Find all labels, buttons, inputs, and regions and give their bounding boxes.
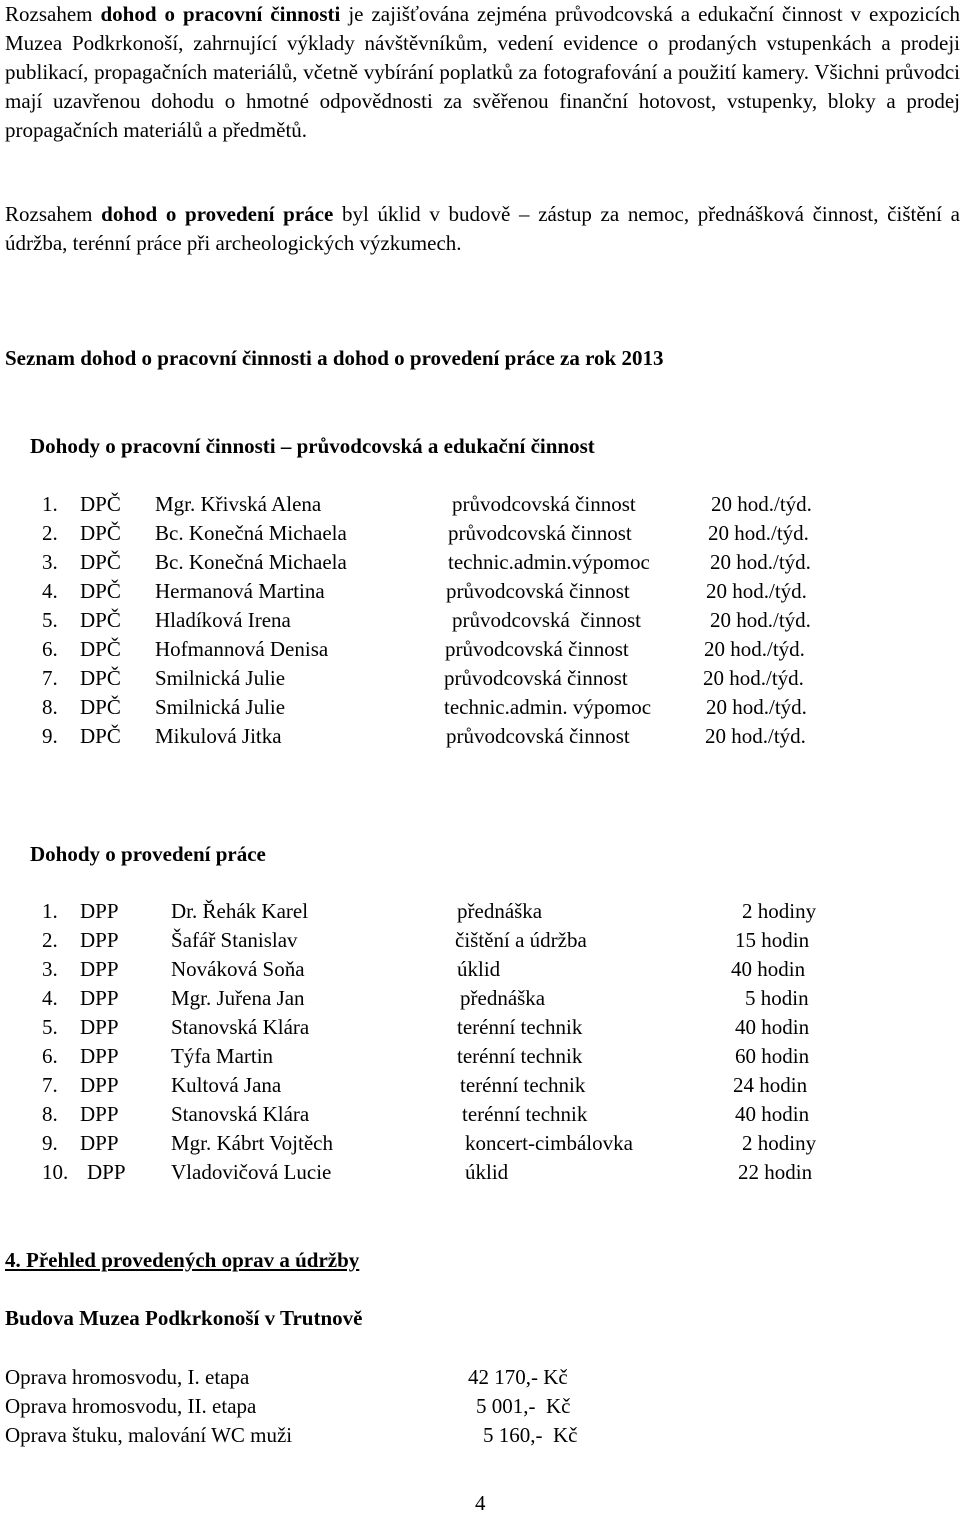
row-name: Stanovská Klára: [171, 1102, 310, 1126]
repair-amount: 5 160,- Kč: [483, 1423, 578, 1447]
row-hours: 20 hod./týd.: [705, 724, 806, 748]
row-name: Šafář Stanislav: [171, 928, 298, 952]
repair-amount: 5 001,- Kč: [476, 1394, 571, 1418]
row-type: DPČ: [80, 492, 121, 516]
table-row: [0, 899, 960, 928]
row-type: DPP: [80, 1015, 119, 1039]
row-number: 3.: [42, 957, 58, 981]
list-item: [0, 1365, 960, 1394]
table-row: [0, 695, 960, 724]
row-name: Stanovská Klára: [171, 1015, 310, 1039]
intro-paragraph-dpp: [5, 200, 960, 258]
table-row: [0, 521, 960, 550]
row-hours: 20 hod./týd.: [706, 695, 807, 719]
intro-p1-term: dohod o pracovní činnosti: [100, 2, 341, 26]
row-hours: 24 hodin: [733, 1073, 808, 1097]
table-row: [0, 492, 960, 521]
table-row: [0, 724, 960, 753]
row-number: 7.: [42, 1073, 58, 1097]
row-name: Dr. Řehák Karel: [171, 899, 309, 923]
row-number: 8.: [42, 1102, 58, 1126]
row-type: DPP: [80, 957, 119, 981]
row-number: 6.: [42, 1044, 58, 1068]
intro-paragraph-dpc: [5, 0, 960, 145]
row-hours: 20 hod./týd.: [708, 521, 809, 545]
dpp-heading: Dohody o provedení práce: [30, 842, 266, 866]
table-row: [0, 637, 960, 666]
row-hours: 20 hod./týd.: [703, 666, 804, 690]
row-activity: průvodcovská činnost: [446, 724, 630, 748]
row-activity: úklid: [465, 1160, 509, 1184]
row-type: DPČ: [80, 666, 121, 690]
row-activity: průvodcovská činnost: [444, 666, 628, 690]
table-row: [0, 1044, 960, 1073]
row-hours: 20 hod./týd.: [706, 579, 807, 603]
row-activity: terénní technik: [462, 1102, 588, 1126]
row-type: DPP: [80, 1131, 119, 1155]
row-type: DPČ: [80, 724, 121, 748]
dpc-heading: Dohody o pracovní činnosti – průvodcovská a edukační činnost: [30, 434, 595, 458]
intro-p2-body: byl úklid v budově – zástup za nemoc, přednášková činnost, čištění a údržba, terénní práce při archeologických výzkumech.: [5, 202, 960, 255]
table-row: [0, 957, 960, 986]
row-hours: 60 hodin: [735, 1044, 810, 1068]
row-number: 4.: [42, 986, 58, 1010]
row-number: 5.: [42, 608, 58, 632]
row-type: DPP: [87, 1160, 126, 1184]
building-heading: Budova Muzea Podkrkonoší v Trutnově: [5, 1306, 363, 1330]
row-hours: 15 hodin: [735, 928, 810, 952]
row-type: DPP: [80, 899, 119, 923]
row-name: Mikulová Jitka: [155, 724, 282, 748]
row-name: Vladovičová Lucie: [171, 1160, 332, 1184]
row-name: Bc. Konečná Michaela: [155, 521, 347, 545]
row-name: Kultová Jana: [171, 1073, 282, 1097]
row-activity: technic.admin.výpomoc: [448, 550, 650, 574]
row-name: Hofmannová Denisa: [155, 637, 329, 661]
row-hours: 20 hod./týd.: [710, 550, 811, 574]
table-row: [0, 1102, 960, 1131]
row-number: 7.: [42, 666, 58, 690]
row-name: Nováková Soňa: [171, 957, 305, 981]
table-row: [0, 1160, 960, 1189]
row-name: Mgr. Juřena Jan: [171, 986, 305, 1010]
row-type: DPP: [80, 986, 119, 1010]
row-name: Smilnická Julie: [155, 666, 286, 690]
repair-label: Oprava hromosvodu, I. etapa: [5, 1365, 250, 1389]
row-activity: terénní technik: [460, 1073, 586, 1097]
row-name: Mgr. Kábrt Vojtěch: [171, 1131, 333, 1155]
row-name: Bc. Konečná Michaela: [155, 550, 347, 574]
table-row: [0, 1073, 960, 1102]
table-row: [0, 608, 960, 637]
row-activity: technic.admin. výpomoc: [444, 695, 652, 719]
row-hours: 20 hod./týd.: [711, 492, 812, 516]
row-number: 5.: [42, 1015, 58, 1039]
row-type: DPP: [80, 928, 119, 952]
list-item: [0, 1423, 960, 1452]
row-hours: 40 hodin: [731, 957, 806, 981]
row-number: 3.: [42, 550, 58, 574]
row-activity: úklid: [457, 957, 501, 981]
row-type: DPČ: [80, 579, 121, 603]
row-type: DPČ: [80, 695, 121, 719]
row-hours: 40 hodin: [735, 1015, 810, 1039]
row-number: 9.: [42, 1131, 58, 1155]
row-activity: čištění a údržba: [455, 928, 587, 952]
table-row: [0, 1015, 960, 1044]
row-hours: 2 hodiny: [742, 1131, 817, 1155]
row-number: 1.: [42, 899, 58, 923]
intro-p2-term: dohod o provedení práce: [101, 202, 334, 226]
row-number: 10.: [42, 1160, 69, 1184]
row-type: DPČ: [80, 637, 121, 661]
row-name: Hladíková Irena: [155, 608, 291, 632]
row-hours: 20 hod./týd.: [710, 608, 811, 632]
table-row: [0, 550, 960, 579]
table-row: [0, 579, 960, 608]
row-type: DPČ: [80, 521, 121, 545]
row-activity: přednáška: [460, 986, 546, 1010]
row-activity: terénní technik: [457, 1044, 583, 1068]
table-row: [0, 928, 960, 957]
row-name: Týfa Martin: [171, 1044, 274, 1068]
row-hours: 20 hod./týd.: [704, 637, 805, 661]
row-activity: terénní technik: [457, 1015, 583, 1039]
repair-label: Oprava štuku, malování WC muži: [5, 1423, 293, 1447]
row-activity: průvodcovská činnost: [445, 637, 629, 661]
row-hours: 22 hodin: [738, 1160, 813, 1184]
table-row: [0, 986, 960, 1015]
table-row: [0, 1131, 960, 1160]
row-number: 8.: [42, 695, 58, 719]
intro-p2-lead: Rozsahem: [5, 202, 102, 226]
repair-label: Oprava hromosvodu, II. etapa: [5, 1394, 257, 1418]
row-activity: průvodcovská činnost: [448, 521, 632, 545]
row-type: DPP: [80, 1073, 119, 1097]
row-number: 4.: [42, 579, 58, 603]
row-activity: průvodcovská činnost: [452, 608, 641, 632]
row-type: DPP: [80, 1044, 119, 1068]
repair-amount: 42 170,- Kč: [468, 1365, 568, 1389]
row-hours: 40 hodin: [735, 1102, 810, 1126]
page-number: 4: [475, 1491, 486, 1515]
intro-p1-body: je zajišťována zejména průvodcovská a edukační činnost v expozicích Muzea Podkrkonoší, zahrnující výklady návštěvníkům, vedení evidence o prodaných vstupenkách a prodeji publikací, propagačních materiálů, včetně vybírání poplatků za fotografování a použití kamery. Všichni průvodci mají uzavřenou dohodu o hmotné odpovědnosti za svěřenou finanční hotovost, vstupenky, bloky a prodej propagačních materiálů a předmětů.: [5, 2, 960, 142]
row-number: 2.: [42, 928, 58, 952]
row-activity: průvodcovská činnost: [446, 579, 630, 603]
row-name: Hermanová Martina: [155, 579, 325, 603]
row-activity: přednáška: [457, 899, 543, 923]
row-activity: průvodcovská činnost: [452, 492, 636, 516]
row-activity: koncert-cimbálovka: [465, 1131, 633, 1155]
row-number: 1.: [42, 492, 58, 516]
table-row: [0, 666, 960, 695]
row-hours: 5 hodin: [745, 986, 809, 1010]
intro-p1-lead: Rozsahem: [5, 2, 101, 26]
row-name: Smilnická Julie: [155, 695, 286, 719]
row-number: 6.: [42, 637, 58, 661]
row-type: DPP: [80, 1102, 119, 1126]
section4-title: 4. Přehled provedených oprav a údržby: [5, 1248, 360, 1272]
row-number: 9.: [42, 724, 58, 748]
list-title: Seznam dohod o pracovní činnosti a dohod o provedení práce za rok 2013: [5, 346, 664, 370]
row-hours: 2 hodiny: [742, 899, 817, 923]
row-name: Mgr. Křivská Alena: [155, 492, 322, 516]
row-number: 2.: [42, 521, 58, 545]
list-item: [0, 1394, 960, 1423]
row-type: DPČ: [80, 608, 121, 632]
row-type: DPČ: [80, 550, 121, 574]
